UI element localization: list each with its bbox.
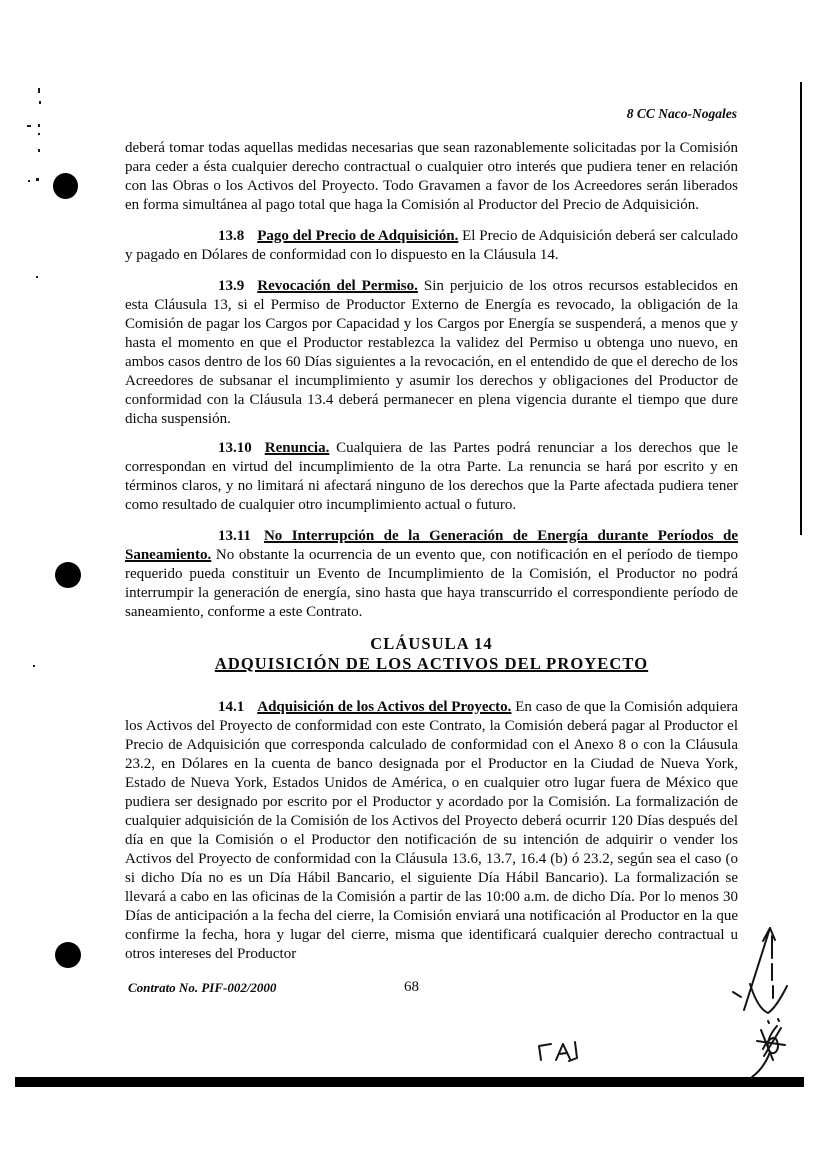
scan-speck [28, 180, 30, 182]
clause-13-11 [125, 527, 738, 622]
clause-text: Cualquiera de las Partes podrá renunciar a los derechos que le correspondan en virtud del incumplimiento de la otra Parte. La renuncia se hará por escrito y en términos claros, y no limitará ni afectará ninguno de los derechos que la Parte afectada pudiera tener como resultado de cualquier otro incumplimiento actual o futuro. [125, 440, 739, 513]
clause-heading: Pago del Precio de Adquisición. [257, 228, 459, 244]
clause-14-1 [125, 698, 738, 964]
clause-13-9 [125, 277, 738, 429]
hole-punch-mark [53, 173, 78, 199]
scan-speck [38, 149, 40, 152]
paragraph-continuation [125, 139, 738, 215]
clause-number: 13.10 [218, 440, 252, 456]
header-reference: 8 CC Naco-Nogales [626, 106, 737, 121]
clause-13-10 [125, 439, 738, 515]
scan-speck [38, 124, 40, 127]
section-title: CLÁUSULA 14 [370, 634, 493, 653]
clause-text: Sin perjuicio de los otros recursos establecidos en esta Cláusula 13, si el Permiso de Productor Externo de Energía es revocado, la obligación de la Comisión de pagar los Cargos por Capacidad y los Cargos por Energía se suspenderá, a menos que y hasta el momento en que el Productor restablezca la validez del Permiso u obtenga uno nuevo, en ambos casos dentro de los 60 Días siguientes a la revocación, en el entendido de que el derecho de los Acreedores de subsanar el incumplimiento y asumir los derechos y obligaciones del Productor de conformidad con la Cláusula 13.4 deberá permanecer en plena vigencia durante el tiempo que dure dicha suspensión. [125, 278, 739, 427]
clause-number: 13.8 [218, 228, 245, 244]
scan-speck [33, 665, 35, 667]
clause-number: 14.1 [218, 699, 245, 715]
section-subtitle: ADQUISICIÓN DE LOS ACTIVOS DEL PROYECTO [214, 654, 649, 673]
clause-heading: Adquisición de los Activos del Proyecto. [257, 699, 512, 715]
hole-punch-mark [55, 562, 81, 588]
clause-heading: Revocación del Permiso. [257, 278, 418, 294]
scan-speck [39, 101, 41, 104]
footer-contract-number: Contrato No. PIF-002/2000 [128, 980, 277, 995]
scan-speck [27, 125, 31, 127]
hole-punch-mark [55, 942, 81, 968]
scan-speck [36, 178, 39, 181]
section-heading [125, 634, 738, 674]
clause-text: En caso de que la Comisión adquiera los Activos del Proyecto de conformidad con este Contrato, la Comisión deberá pagar al Productor el Precio de Adquisición que corresponda calculado de conformidad con el Anexo 8 o con la Cláusula 23.2, en Dólares en la cuenta de banco designada por el Productor en la Ciudad de Nueva York, Estado de Nueva York, Estados Unidos de América, o en cualquier otro lugar fuera de México que pudiera ser designado por escrito por el Productor y acordado por la Comisión. La formalización de cualquier adquisición de la Comisión de los Activos del Proyecto deberá ocurrir 120 Días después del día en que la Comisión o el Productor den notificación de su intención de adquirir o vender los Activos del Proyecto de conformidad con la Cláusula 13.6, 13.7, 16.4 (b) ó 23.2, según sea el caso (o si dicho Día no es un Día Hábil Bancario, el siguiente Día Hábil Bancario). La formalización se llevará a cabo en las oficinas de la Comisión a partir de las 10:00 a.m. de dicho Día. Por lo menos 30 Días de anticipación a la fecha del cierre, la Comisión enviará una notificación al Productor en la que confirme la fecha, hora y lugar del cierre, misma que identificará cualquier derecho contractual u otros intereses del Productor [125, 699, 738, 962]
paragraph-text: deberá tomar todas aquellas medidas necesarias que sean razonablemente solicitadas por la Comisión para ceder a ésta cualquier derecho contractual o cualquier otro interés que pudiera tener en relación con las Obras o los Activos del Proyecto. Todo Gravamen a favor de los Acreedores serán liberados en forma simultánea al pago total que haga la Comisión al Productor del Precio de Adquisición. [125, 140, 738, 213]
clause-number: 13.11 [218, 528, 251, 544]
clause-number: 13.9 [218, 278, 245, 294]
footer-page-number: 68 [404, 979, 419, 995]
scan-speck [36, 276, 38, 278]
clause-text: El Precio de Adquisición deberá ser calculado y pagado en Dólares de conformidad con lo dispuesto en la Cláusula 14. [125, 228, 739, 263]
scan-speck [38, 88, 40, 93]
clause-heading: No Interrupción de la Generación de Energía durante Períodos de Saneamiento. [125, 528, 738, 563]
clause-text: No obstante la ocurrencia de un evento que, con notificación en el período de tiempo requerido pueda constituir un Evento de Incumplimiento de la Comisión, el Productor no podrá interrumpir la generación de energía, sino hasta que haya transcurrido el correspondiente período de saneamiento, conforme a este Contrato. [125, 547, 738, 620]
right-margin-line [800, 82, 802, 535]
scan-edge-bar [15, 1077, 804, 1087]
document-body [125, 139, 738, 976]
clause-heading: Renuncia. [264, 440, 330, 456]
clause-13-8 [125, 227, 738, 265]
scan-speck [38, 133, 40, 135]
